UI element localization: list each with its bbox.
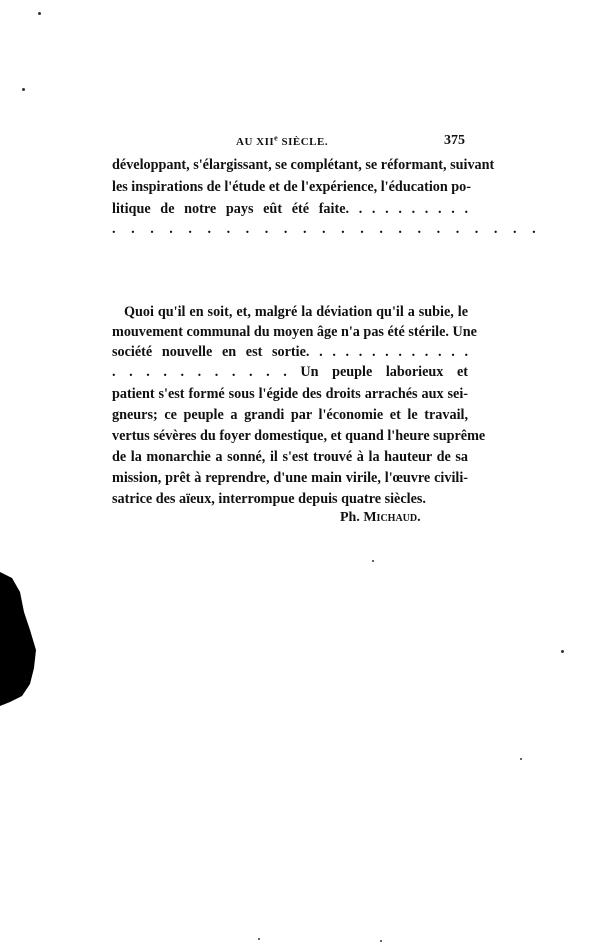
text-line: société nouvelle en est sortie. . . . . . . . . . . . .: [112, 344, 468, 360]
text-line: mouvement communal du moyen âge n'a pas été stérile. Une: [112, 324, 477, 340]
scan-speck: [380, 940, 382, 942]
text-line: de la monarchie a sonné, il s'est trouvé à la hauteur de sa: [112, 449, 468, 465]
text-line: patient s'est formé sous l'égide des droits arrachés aux sei-: [112, 386, 468, 402]
text-line: développant, s'élargissant, se complétant, se réformant, suivant: [112, 157, 495, 173]
scan-speck: [38, 12, 41, 15]
author-surname: Michaud.: [363, 510, 421, 525]
scan-speck: [520, 758, 522, 760]
scan-speck: [372, 560, 374, 562]
binding-shadow: [0, 572, 40, 706]
text-line: litique de notre pays eût été faite. . . . . . . . . .: [112, 201, 468, 217]
scan-speck: [22, 88, 25, 91]
ellipsis-line: . . . . . . . . . . . . . . . . . . . . . . .: [112, 221, 542, 237]
text-line: gneurs; ce peuple a grandi par l'économie et le travail,: [112, 407, 468, 423]
running-title-pre: AU XII: [236, 136, 275, 148]
author-initial: Ph.: [340, 510, 364, 525]
running-title-sup: e: [274, 133, 279, 143]
page-number: 375: [444, 133, 465, 148]
text-line: Quoi qu'il en soit, et, malgré la déviation qu'il a subie, le: [124, 304, 468, 320]
text-line: les inspirations de l'étude et de l'expérience, l'éducation po-: [112, 179, 472, 195]
text-line: vertus sévères du foyer domestique, et quand l'heure suprême: [112, 428, 486, 444]
author-signature: [340, 510, 421, 526]
text-line: . . . . . . . . . . . Un peuple laborieux et: [112, 364, 468, 380]
text-line-last: satrice des aïeux, interrompue depuis quatre siècles.: [112, 491, 426, 507]
scan-speck: [258, 938, 260, 940]
scan-speck: [561, 650, 564, 653]
text-line: mission, prêt à reprendre, d'une main virile, l'œuvre civili-: [112, 470, 468, 486]
running-title-post: SIÈCLE.: [278, 136, 329, 148]
running-title: [236, 133, 329, 148]
